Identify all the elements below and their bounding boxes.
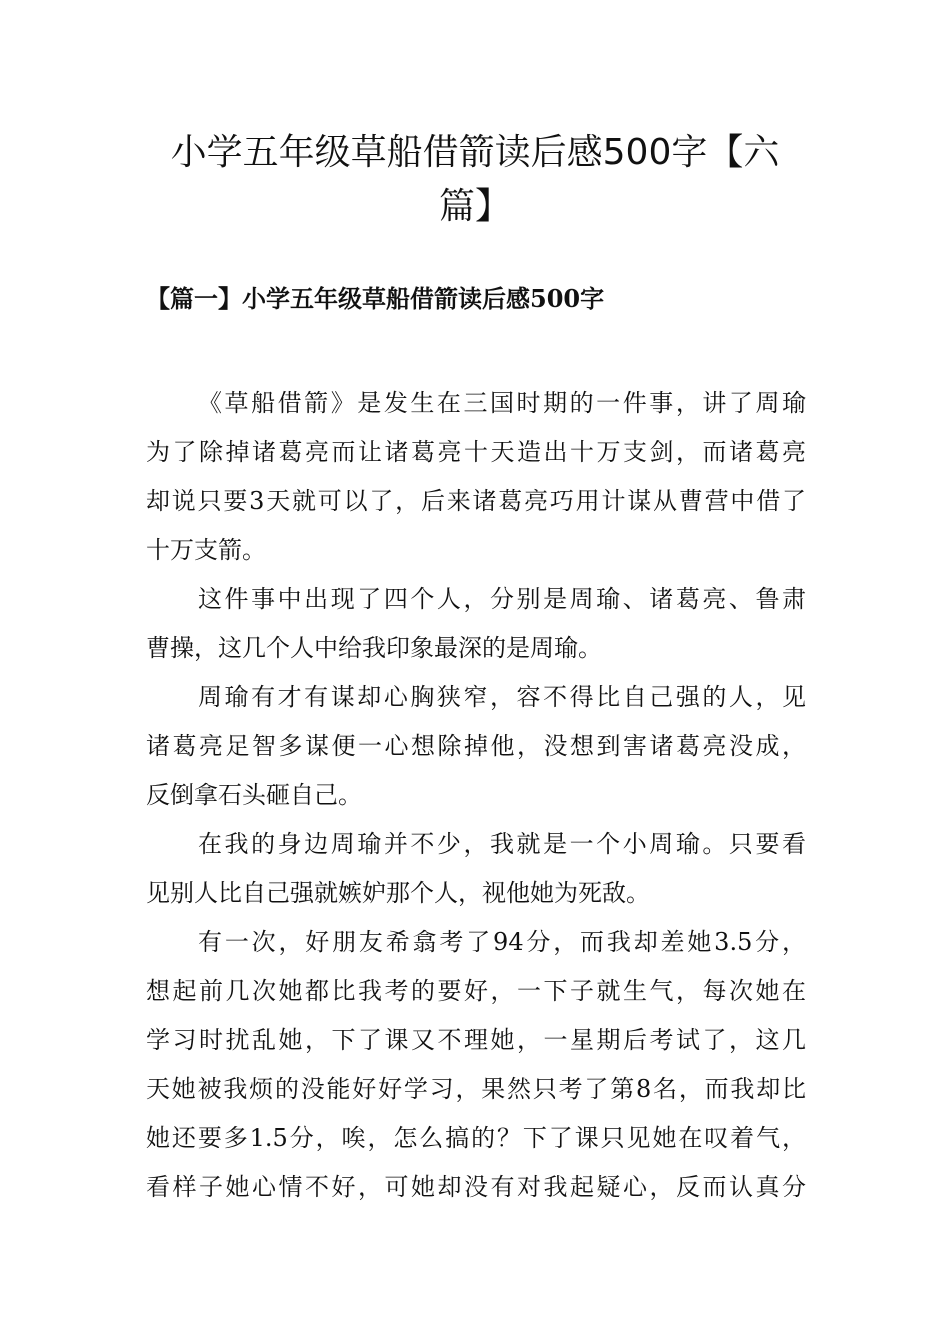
document-title-line-1: 小学五年级草船借箭读后感500字【六: [170, 132, 780, 173]
paragraph-4: [146, 820, 806, 918]
paragraph-line: 在我的身边周瑜并不少，我就是一个小周瑜。只要看: [198, 830, 806, 858]
paragraph-line: 《草船借箭》是发生在三国时期的一件事，讲了周瑜: [198, 389, 806, 417]
section-heading: 【篇一】小学五年级草船借箭读后感500字: [146, 284, 605, 313]
paragraph-line: 周瑜有才有谋却心胸狭窄，容不得比自己强的人，见: [198, 683, 806, 711]
document-title: [150, 126, 800, 234]
paragraph-line: 反倒拿石头砸自己。: [146, 781, 362, 809]
document-title-line-2: 篇】: [438, 186, 511, 227]
paragraph-line: 十万支箭。: [146, 536, 266, 564]
paragraph-line: 为了除掉诸葛亮而让诸葛亮十天造出十万支剑，而诸葛亮: [146, 438, 806, 466]
paragraph-line: 诸葛亮足智多谋便一心想除掉他，没想到害诸葛亮没成，: [146, 732, 806, 760]
paragraph-2: [146, 575, 806, 673]
paragraph-line: 见别人比自己强就嫉妒那个人，视他她为死敌。: [146, 879, 650, 907]
paragraph-5: [146, 918, 806, 1212]
paragraph-line: 有一次，好朋友希翕考了94分，而我却差她3.5分，: [198, 928, 806, 956]
paragraph-line: 这件事中出现了四个人，分别是周瑜、诸葛亮、鲁肃: [198, 585, 806, 613]
paragraph-line: 曹操，这几个人中给我印象最深的是周瑜。: [146, 634, 602, 662]
paragraph-line: 学习时扰乱她，下了课又不理她，一星期后考试了，这几: [146, 1026, 806, 1054]
paragraph-line: 看样子她心情不好，可她却没有对我起疑心，反而认真分: [146, 1173, 806, 1201]
paragraph-line: 天她被我烦的没能好好学习，果然只考了第8名，而我却比: [146, 1075, 806, 1103]
paragraph-line: 却说只要3天就可以了，后来诸葛亮巧用计谋从曹营中借了: [146, 487, 806, 515]
body-text: [146, 379, 806, 1212]
paragraph-line: 想起前几次她都比我考的要好，一下子就生气，每次她在: [146, 977, 806, 1005]
paragraph-3: [146, 673, 806, 820]
paragraph-1: [146, 379, 806, 575]
paragraph-line: 她还要多1.5分，唉，怎么搞的？下了课只见她在叹着气，: [146, 1124, 806, 1152]
